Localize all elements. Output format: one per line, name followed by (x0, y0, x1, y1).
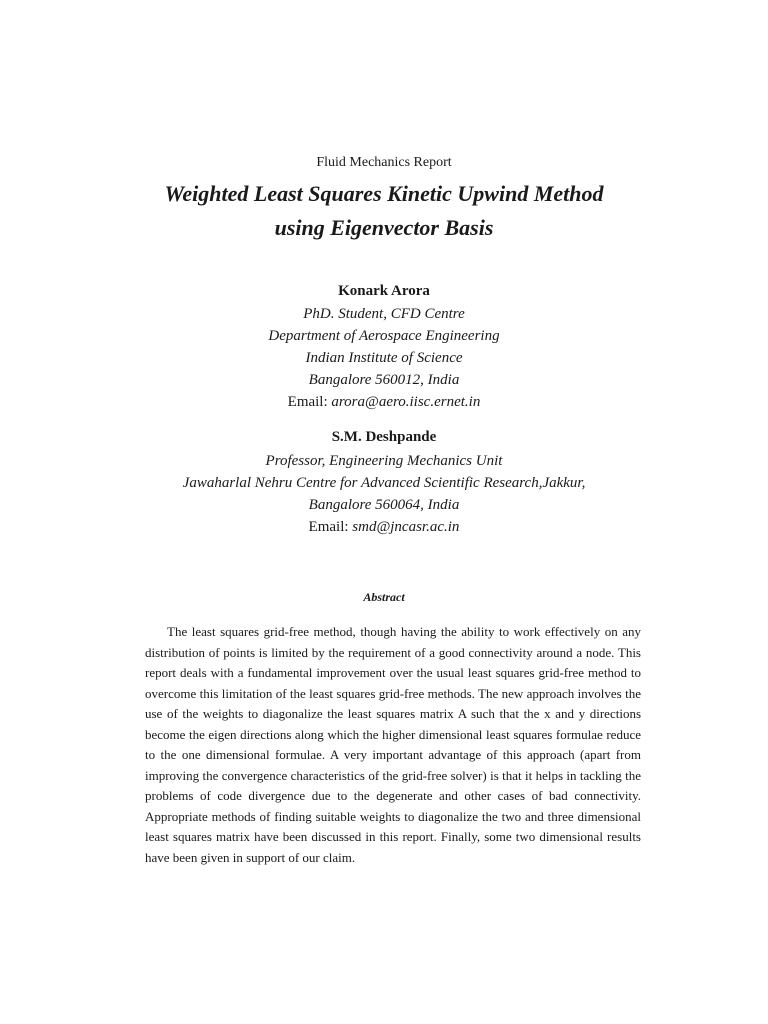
author-2-institute: Jawaharlal Nehru Centre for Advanced Scientific Research,Jakkur, (182, 475, 586, 491)
title-line-2: using Eigenvector Basis (274, 215, 494, 240)
title-line-1: Weighted Least Squares Kinetic Upwind Method (164, 181, 604, 206)
author-1-position: PhD. Student, CFD Centre (303, 306, 465, 322)
author-1-institute: Indian Institute of Science (305, 350, 463, 366)
author-2-email[interactable]: smd@jncasr.ac.in (352, 519, 460, 535)
abstract-heading: Abstract (363, 590, 405, 604)
abstract-text: The least squares grid-free method, though having the ability to work effectively on any distribution of points is limited by the requirement of a good connectivity around a node. This report deals with a fundamental improvement over the usual least squares grid-free method to overcome this limitation of the least squares grid-free methods. The new approach involves the use of the weights to diagonalize the least squares matrix A such that the x and y directions become the eigen directions along which the higher dimensional least squares formulae reduce to the one dimensional formulae. A very important advantage of this approach (apart from improving the convergence characteristics of the grid-free solver) is that it helps in tackling the problems of code divergence due to the degenerate and other cases of bad connectivity. Appropriate methods of finding suitable weights to diagonalize the two and three dimensional least squares matrix have been discussed in this report. Finally, some two dimensional results have been given in support of our claim. (145, 624, 641, 865)
abstract-body (145, 622, 641, 868)
author-2-email-label: Email: (308, 519, 349, 535)
author-2-address: Bangalore 560064, India (308, 497, 460, 513)
report-label: Fluid Mechanics Report (316, 155, 452, 170)
author-1-address: Bangalore 560012, India (308, 372, 460, 388)
author-1-email[interactable]: arora@aero.iisc.ernet.in (331, 394, 481, 410)
author-1-department: Department of Aerospace Engineering (268, 328, 500, 344)
author-1-email-line (0, 394, 768, 411)
author-2-position: Professor, Engineering Mechanics Unit (265, 453, 503, 469)
author-2-name: S.M. Deshpande (331, 429, 437, 445)
author-2-email-line (0, 519, 768, 536)
author-1-name: Konark Arora (338, 283, 430, 299)
author-1-email-label: Email: (287, 394, 328, 410)
